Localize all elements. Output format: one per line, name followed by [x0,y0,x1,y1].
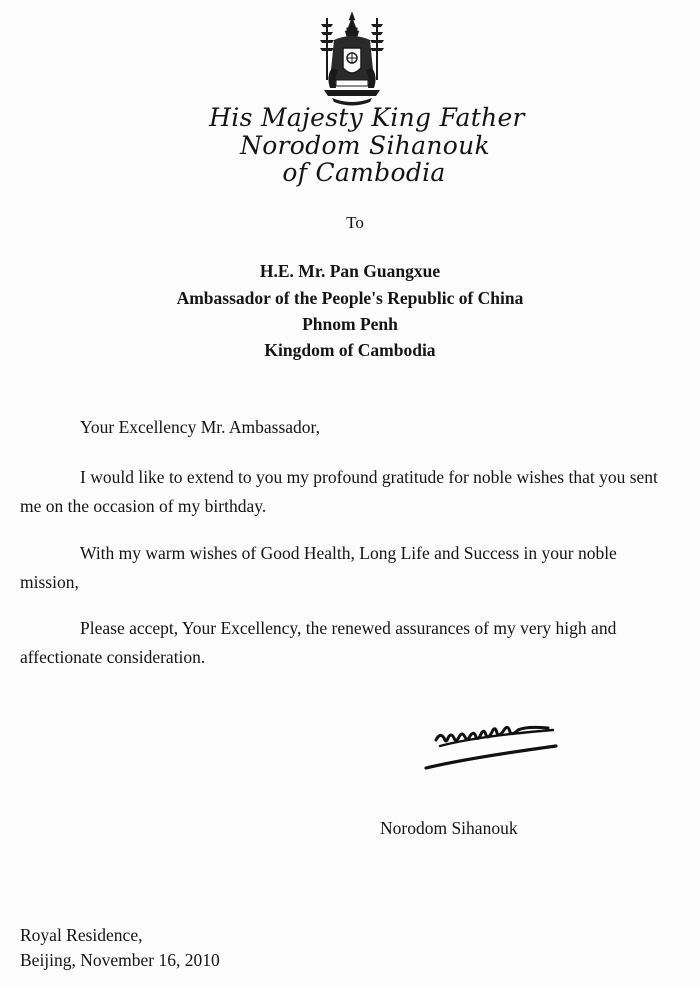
recipient-country: Kingdom of Cambodia [264,340,436,360]
letterhead-line-1: His Majesty King Father [209,103,525,132]
to-label: To [346,213,364,232]
location-date: Beijing, November 16, 2010 [20,950,220,970]
recipient-city: Phnom Penh [302,314,398,334]
recipient-name: H.E. Mr. Pan Guangxue [259,261,441,281]
handwritten-signature [418,710,568,775]
body-paragraph-1: I would like to extend to you my profound gratitude for noble wishes that you sent me on the occasion of my birthday. [20,467,658,516]
residence-line: Royal Residence, [20,925,143,945]
recipient-title: Ambassador of the People's Republic of China [176,288,524,308]
body-paragraph-3: Please accept, Your Excellency, the renewed assurances of my very high and affectionate consideration. [20,618,617,667]
letterhead-line-3: of Cambodia [282,158,446,187]
letterhead-line-2: Norodom Sihanouk [240,131,490,160]
salutation: Your Excellency Mr. Ambassador, [80,417,321,437]
signer-name: Norodom Sihanouk [380,818,518,838]
royal-coat-of-arms-icon [312,10,392,110]
body-paragraph-2: With my warm wishes of Good Health, Long Life and Success in your noble mission, [20,543,617,592]
